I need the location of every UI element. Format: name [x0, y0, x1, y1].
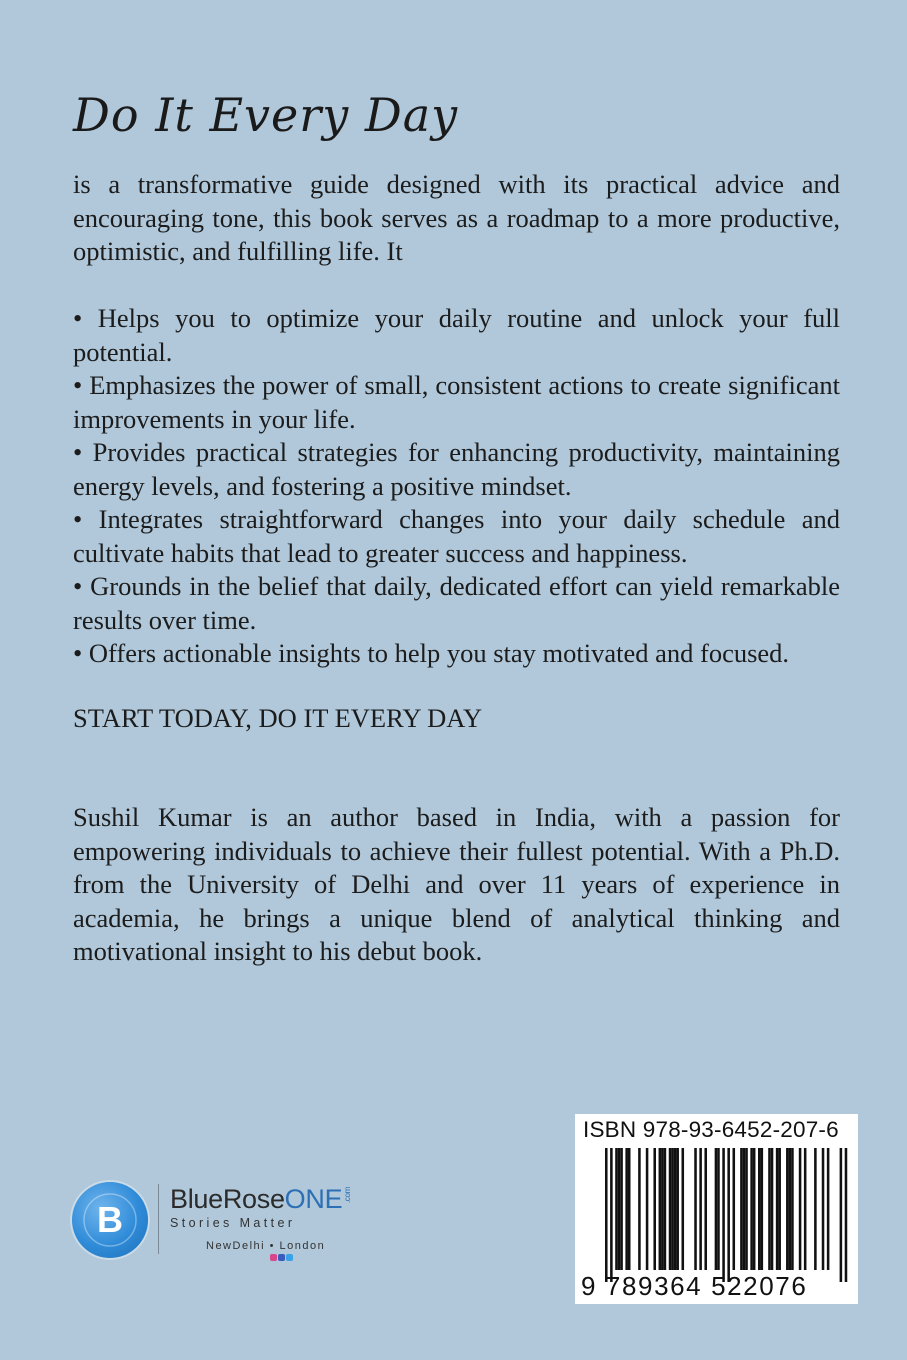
barcode-bar: [625, 1148, 628, 1270]
barcode-bar: [620, 1148, 623, 1270]
feature-bullet: • Provides practical strategies for enhancing productivity, maintaining energy levels, and fostering a positive mindset.: [73, 437, 840, 501]
instagram-icon: [270, 1254, 277, 1261]
social-icons: [270, 1254, 293, 1261]
barcode-bar: [674, 1148, 677, 1270]
barcode-bar: [646, 1148, 649, 1270]
barcode-bar: [615, 1148, 618, 1270]
publisher-logo: [72, 1180, 402, 1270]
barcode-bar: [699, 1148, 702, 1270]
barcode-bar: [786, 1148, 789, 1270]
barcode-bar: [768, 1148, 771, 1270]
barcode-bar: [717, 1148, 720, 1270]
publisher-name-part2: ONE: [284, 1184, 343, 1214]
barcode-bar: [618, 1148, 621, 1270]
barcode-bar: [745, 1148, 748, 1270]
barcode-bar: [671, 1148, 674, 1270]
barcode-bar: [722, 1148, 725, 1282]
feature-bullet: • Integrates straightforward changes into your daily schedule and cultivate habits that lead to greater success and happiness.: [73, 504, 840, 568]
barcode-bar: [776, 1148, 779, 1270]
barcode-bar: [814, 1148, 817, 1270]
logo-divider: [158, 1184, 159, 1254]
publisher-locations: NewDelhi • London: [206, 1240, 326, 1252]
barcode-bar: [743, 1148, 746, 1270]
barcode-bar: [758, 1148, 761, 1270]
publisher-name: [170, 1184, 352, 1215]
feature-bullet: • Helps you to optimize your daily routine and unlock your full potential.: [73, 303, 840, 367]
isbn-label: ISBN 978-93-6452-207-6: [583, 1117, 839, 1142]
barcode-bar: [653, 1148, 656, 1270]
barcode-bar: [676, 1148, 679, 1270]
feature-bullet-list: [73, 302, 840, 671]
feature-bullet: • Grounds in the belief that daily, dedicated effort can yield remarkable results over time.: [73, 571, 840, 635]
barcode-bar: [704, 1148, 707, 1270]
twitter-icon: [286, 1254, 293, 1261]
barcode-bar: [750, 1148, 753, 1270]
publisher-name-part1: BlueRose: [170, 1184, 285, 1214]
barcode-bar: [753, 1148, 756, 1270]
barcode-bar: [628, 1148, 631, 1270]
feature-bullet: • Offers actionable insights to help you stay motivated and focused.: [73, 638, 790, 668]
barcode-bar: [778, 1148, 781, 1270]
book-title: Do It Every Day: [73, 88, 459, 142]
barcode-bar: [845, 1148, 848, 1282]
barcode-bar: [605, 1148, 608, 1282]
barcode-bar: [694, 1148, 697, 1270]
barcode-bar: [682, 1148, 685, 1270]
barcode-bar: [669, 1148, 672, 1270]
barcode-bar: [799, 1148, 802, 1270]
barcode-bar: [610, 1148, 613, 1282]
barcode-bar: [727, 1148, 730, 1282]
barcode-bar: [740, 1148, 743, 1270]
barcode-bar: [771, 1148, 774, 1270]
logo-letter: B: [97, 1199, 123, 1240]
barcode-bar: [664, 1148, 667, 1270]
isbn-barcode: [575, 1114, 858, 1304]
publisher-tagline: Stories Matter: [170, 1216, 296, 1230]
feature-bullet: • Emphasizes the power of small, consistent actions to create significant improvements in your life.: [73, 370, 840, 434]
barcode-bar: [827, 1148, 830, 1270]
barcode-bar: [715, 1148, 718, 1270]
barcode-bar: [789, 1148, 792, 1270]
barcode-bar: [804, 1148, 807, 1270]
barcode-bar: [822, 1148, 825, 1270]
barcode-bar: [733, 1148, 736, 1270]
call-to-action: START TODAY, DO IT EVERY DAY: [73, 703, 483, 733]
barcode-bar: [661, 1148, 664, 1270]
barcode-digits: 9 789364 522076: [581, 1271, 808, 1301]
author-bio: Sushil Kumar is an author based in India, with a passion for empowering individuals to achieve their fullest potential. With a Ph.D. from the University of Delhi and over 11 years of experience in academia, he brings a unique blend of analytical thinking and motivational insight to his debut book.: [73, 802, 840, 966]
barcode-bar: [791, 1148, 794, 1270]
bluerose-logo-icon: [72, 1182, 148, 1258]
facebook-icon: [278, 1254, 285, 1261]
barcode-bar: [761, 1148, 764, 1270]
barcode-bar: [638, 1148, 641, 1270]
publisher-domain-suffix: .com: [343, 1187, 353, 1204]
barcode-bar: [840, 1148, 843, 1282]
book-intro-paragraph: is a transformative guide designed with its practical advice and encouraging tone, this book serves as a roadmap to a more productive, optimistic, and fulfilling life. It: [73, 169, 840, 266]
barcode-bar: [659, 1148, 662, 1270]
